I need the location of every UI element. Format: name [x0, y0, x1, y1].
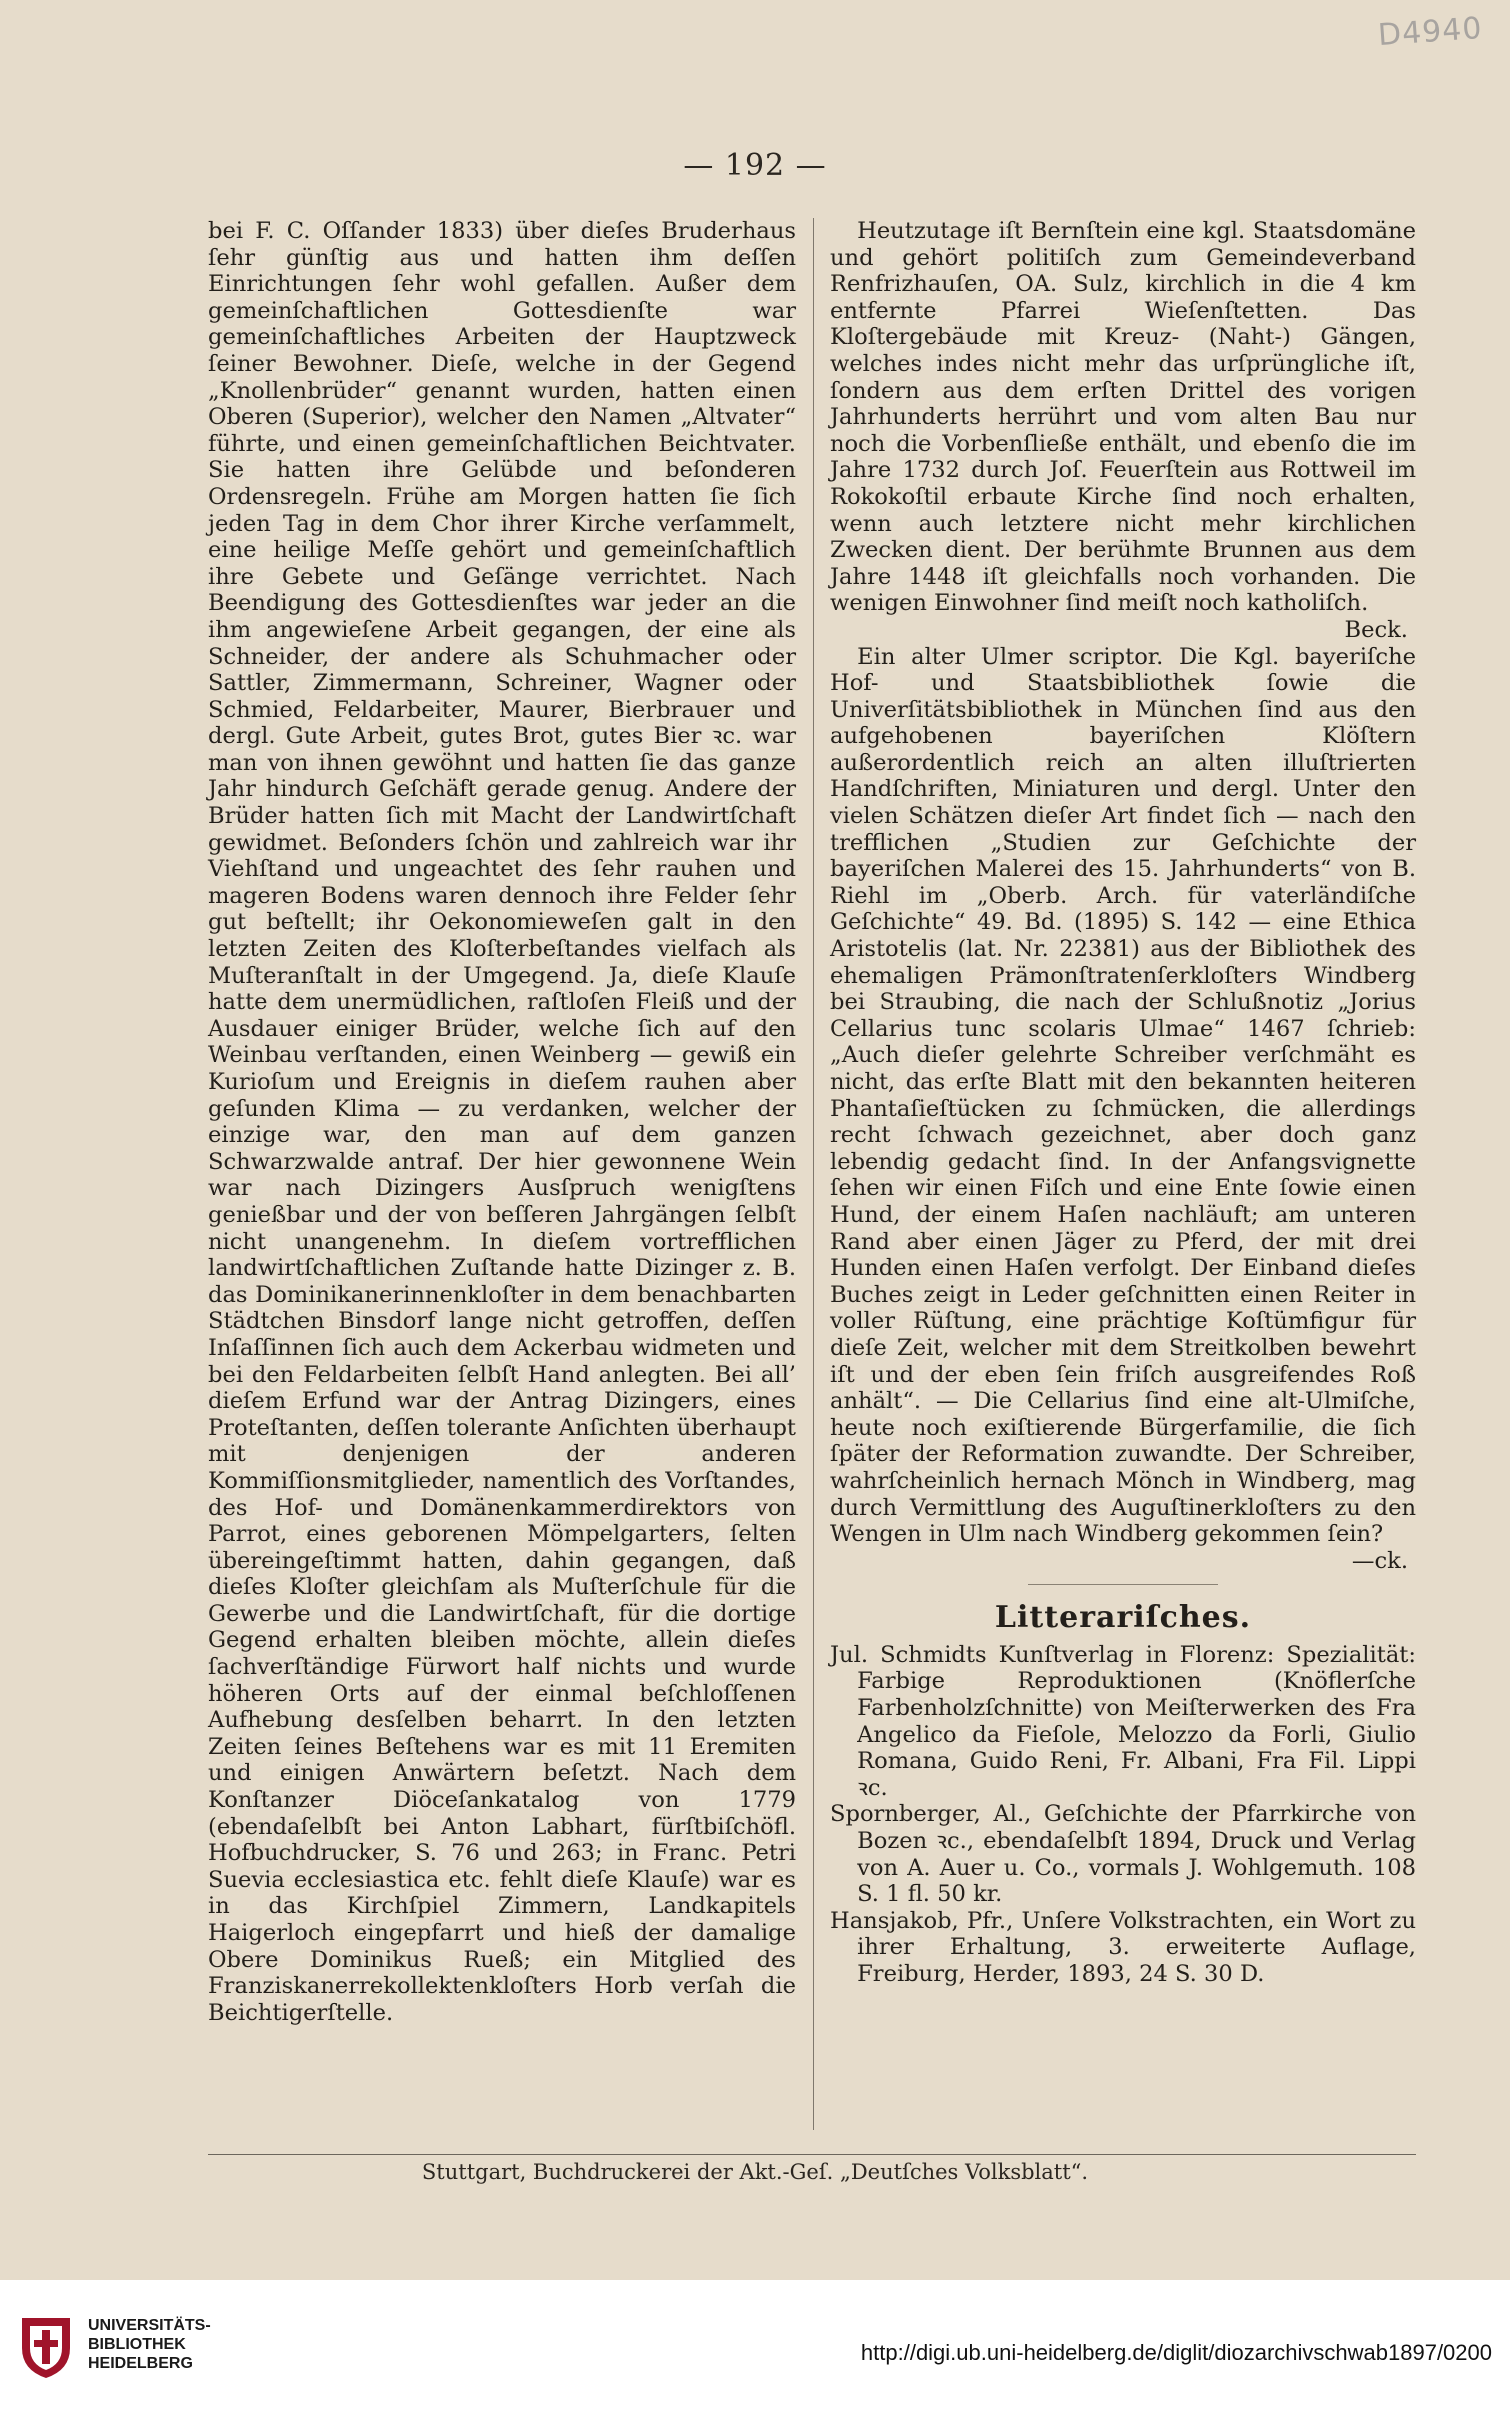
signature-ck: —ck.: [1351, 1547, 1408, 1574]
university-seal-icon: [16, 2314, 76, 2380]
footer-rule: [208, 2154, 1416, 2155]
article-ulmer-scriptor: Ein alter Ulmer scriptor. Die Kgl. bayeriſche Hof- und Staatsbibliothek ſowie die Univerſitätsbibliothek in München ſind aus den aufgehobenen bayeriſchen Klöſtern außerordentlich reich an alten illuſtrierten Handſchriften, Miniaturen und dergl. Unter den vielen Schätzen dieſer Art findet ſich — nach den trefflichen „Studien zur Geſchichte der bayeriſchen Malerei des 15. Jahrhunderts“ von B. Riehl im „Oberb. Arch. für vaterländiſche Geſchichte“ 49. Bd. (1895) S. 142 — eine Ethica Aristotelis (lat. Nr. 22381) aus der Bibliothek des ehemaligen Prämonſtratenſerkloſters Windberg bei Straubing, die nach der Schlußnotiz „Jorius Cellarius tunc scolaris Ulmae“ 1467 ſchrieb: „Auch dieſer gelehrte Schreiber verſchmäht es nicht, das erſte Blatt mit den bekannten heiteren Phantaſieſtücken zu ſchmücken, die allerdings recht ſchwach gezeichnet, aber doch ganz lebendig gedacht ſind. In der Anfangsvignette ſehen wir einen Fiſch und eine Ente ſowie einen Hund, der einem Haſen nachläuft; am unteren Rand aber einen Jäger zu Pferd, der mit drei Hunden einen Haſen verfolgt. Der Einband dieſes Buches zeigt in Leder geſchnitten einen Reiter in voller Rüſtung, eine prächtige Koſtümfigur für dieſe Zeit, welcher mit dem Streitkolben bewehrt iſt und der eben ſein friſch ausgreifendes Roß anhält“. — Die Cellarius ſind eine alt-Ulmiſche, heute noch exiſtierende Bürgerfamilie, die ſich ſpäter der Reformation zuwandte. Der Schreiber, wahrſcheinlich hernach Mönch in Windberg, mag durch Vermittlung des Auguſtinerkloſters zu den Wengen in Ulm nach Windberg gekommen ſein?: [830, 643, 1416, 1548]
left-paragraph: bei F. C. Oſſander 1833) über dieſes Bruderhaus ſehr günſtig aus und hatten ihm deſſen Einrichtungen ſehr wohl gefallen. Außer dem gemeinſchaftlichen Gottesdienſte war gemeinſchaftliches Arbeiten der Hauptzweck ſeiner Bewohner. Dieſe, welche in der Gegend „Knollenbrüder“ genannt wurden, hatten einen Oberen (Superior), welcher den Namen „Altvater“ führte, und einen gemeinſchaftlichen Beichtvater. Sie hatten ihre Gelübde und beſonderen Ordensregeln. Frühe am Morgen hatten ſie ſich jeden Tag in dem Chor ihrer Kirche verſammelt, eine heilige Meſſe gehört und gemeinſchaftlich ihre Gebete und Geſänge verrichtet. Nach Beendigung des Gottesdienſtes war jeder an die ihm angewieſene Arbeit gegangen, der eine als Schneider, der andere als Schuhmacher oder Sattler, Zimmermann, Schreiner, Wagner oder Schmied, Feldarbeiter, Maurer, Bierbrauer und dergl. Gute Arbeit, gutes Brot, gutes Bier ꝛc. war man von ihnen gewöhnt und hatten ſie das ganze Jahr hindurch Geſchäft gerade genug. Andere der Brüder hatten ſich mit Macht der Landwirtſchaft gewidmet. Beſonders ſchön und zahlreich war ihr Viehſtand und ungeachtet des ſehr rauhen und mageren Bodens waren dennoch ihre Felder ſehr gut beſtellt; ihr Oekonomieweſen galt in den letzten Zeiten des Kloſterbeſtandes vielfach als Muſteranſtalt in der Umgegend. Ja, dieſe Klauſe hatte dem unermüdlichen, raſtloſen Fleiß und der Ausdauer einiger Brüder, welche ſich auf den Weinbau verſtanden, einen Weinberg — gewiß ein Kurioſum und Ereignis in dieſem rauhen aber geſunden Klima — zu verdanken, welcher der einzige war, den man auf dem ganzen Schwarzwalde antraf. Der hier gewonnene Wein war nach Dizingers Ausſpruch wenigſtens genießbar und der von beſſeren Jahrgängen ſelbſt nicht unangenehm. In dieſem vortrefflichen landwirtſchaftlichen Zuſtande hatte Dizinger z. B. das Dominikanerinnenkloſter in dem benachbarten Städtchen Binsdorf lange nicht getroffen, deſſen Inſaſſinnen ſich auch dem Ackerbau widmeten und bei den Feldarbeiten ſelbſt Hand anlegten. Bei all’ dieſem Erfund war der Antrag Dizingers, eines Proteſtanten, deſſen tolerante Anſichten überhaupt mit denjenigen der anderen Kommiſſionsmitglieder, namentlich des Vorſtandes, des Hof- und Domänenkammerdirektors von Parrot, eines geborenen Mömpelgarters, ſelten übereingeſtimmt hatten, dahin gegangen, daß dieſes Kloſter gleichſam als Muſterſchule für die Gewerbe und die Landwirtſchaft, für die dortige Gegend erhalten bleiben möchte, allein dieſes ſachverſtändige Fürwort half nichts und wurde höheren Orts auf der einmal beſchloſſenen Aufhebung desſelben beharrt. In den letzten Zeiten ſeines Beſtehens war es mit 11 Eremiten und einigen Anwärtern beſetzt. Nach dem Konſtanzer Diöceſankatalog von 1779 (ebendaſelbſt bei Anton Labhart, fürſtbiſchöfl. Hofbuchdrucker, S. 76 und 263; in Franc. Petri Suevia ecclesiastica etc. fehlt dieſe Klauſe) war es in das Kirchſpiel Zimmern, Landkapitels Haigerloch eingepfarrt und hieß der damalige Obere Dominikus Rueß; ein Mitglied des Franziskanerrekollektenkloſters Horb verſah die Beichtigerſtelle.: [208, 218, 796, 2026]
printer-footer: Stuttgart, Buchdruckerei der Akt.-Geſ. „Deutſches Volksblatt“.: [421, 2160, 1089, 2184]
page-number: — 192 —: [683, 148, 827, 183]
literature-entry: Hansjakob, Pfr., Unſere Volkstrachten, ein Wort zu ihrer Erhaltung, 3. erweiterte Auflage, Freiburg, Herder, 1893, 24 S. 30 D.: [830, 1907, 1416, 1987]
pencil-shelfmark: D4940: [1376, 10, 1484, 54]
right-column: [830, 218, 1416, 1988]
section-divider: [1028, 1584, 1218, 1585]
library-bar: [0, 2280, 1510, 2414]
library-name-line: BIBLIOTHEK: [88, 2336, 186, 2353]
permalink-url[interactable]: http://digi.ub.uni-heidelberg.de/diglit/diozarchivschwab1897/0200: [860, 2340, 1492, 2365]
literature-entry: Spornberger, Al., Geſchichte der Pfarrkirche von Bozen ꝛc., ebendaſelbſt 1894, Druck und Verlag von A. Auer u. Co., vormals J. Wohlgemuth. 108 S. 1 fl. 50 kr.: [830, 1801, 1416, 1908]
literature-list: [830, 1642, 1416, 1988]
library-name-line: UNIVERSITÄTS-: [88, 2317, 211, 2334]
section-heading-litterarisches: Litterariſches.: [994, 1600, 1252, 1636]
left-column: [208, 218, 796, 2026]
column-divider: [813, 218, 814, 2130]
signature-beck: Beck.: [1344, 616, 1408, 643]
literature-entry: Jul. Schmidts Kunſtverlag in Florenz: Spezialität: Farbige Reproduktionen (Knöflerſche Farbenholzſchnitte) von Meiſterwerken des Fra Angelico da Fieſole, Melozzo da Forli, Giulio Romana, Guido Reni, Fr. Albani, Fra Fil. Lippi ꝛc.: [830, 1641, 1416, 1801]
library-name-line: HEIDELBERG: [88, 2355, 193, 2372]
article-bernstein-paragraph: Heutzutage iſt Bernſtein eine kgl. Staatsdomäne und gehört politiſch zum Gemeindeverband Renfrizhauſen, OA. Sulz, kirchlich in die 4 km entfernte Pfarrei Wieſenſtetten. Das Kloſtergebäude mit Kreuz- (Naht-) Gängen, welches indes nicht mehr das urſprüngliche iſt, ſondern aus dem erſten Drittel des vorigen Jahrhunderts herrührt und vom alten Bau nur noch die Vorbenſließe enthält, und ebenſo die im Jahre 1732 durch Joſ. Feuerſtein aus Rottweil im Rokokoſtil erbaute Kirche ſind noch erhalten, wenn auch letztere nicht mehr kirchlichen Zwecken dient. Der berühmte Brunnen aus dem Jahre 1448 iſt gleichfalls noch vorhanden. Die wenigen Einwohner ſind meiſt noch katholiſch.: [830, 218, 1416, 617]
library-name: [88, 2316, 211, 2373]
